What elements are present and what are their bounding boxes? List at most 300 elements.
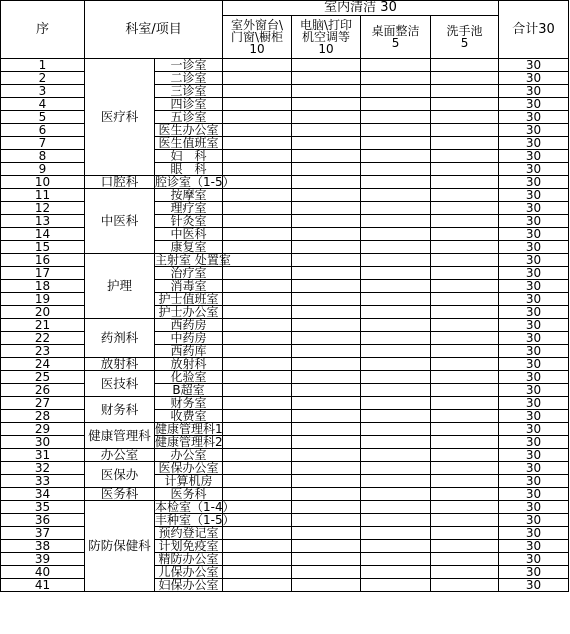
total-cell: 30 [499, 436, 569, 449]
seq-cell: 37 [1, 527, 85, 540]
score-cell[interactable] [223, 332, 292, 345]
seq-cell: 33 [1, 475, 85, 488]
table-row [1, 59, 569, 72]
seq-cell: 21 [1, 319, 85, 332]
score-cell[interactable] [431, 501, 499, 514]
score-cell[interactable] [223, 189, 292, 202]
score-cell[interactable] [431, 59, 499, 72]
score-cell[interactable] [361, 150, 431, 163]
total-cell: 30 [499, 332, 569, 345]
score-cell[interactable] [431, 72, 499, 85]
total-cell: 30 [499, 176, 569, 189]
score-cell[interactable] [292, 410, 361, 423]
seq-cell: 24 [1, 358, 85, 371]
score-cell[interactable] [223, 267, 292, 280]
total-cell: 30 [499, 501, 569, 514]
total-cell: 30 [499, 202, 569, 215]
seq-cell: 32 [1, 462, 85, 475]
score-cell[interactable] [292, 345, 361, 358]
score-cell[interactable] [292, 436, 361, 449]
item-cell: 健康管理科2 [155, 435, 223, 449]
score-cell[interactable] [292, 267, 361, 280]
seq-cell: 30 [1, 436, 85, 449]
subheader-line: 室外窗台\ [230, 18, 284, 32]
score-cell[interactable] [292, 553, 361, 566]
score-cell[interactable] [361, 189, 431, 202]
score-cell[interactable] [223, 254, 292, 267]
score-cell[interactable] [292, 98, 361, 111]
score-cell[interactable] [292, 215, 361, 228]
seq-cell: 6 [1, 124, 85, 137]
score-cell[interactable] [431, 280, 499, 293]
total-cell: 30 [499, 358, 569, 371]
score-cell[interactable] [223, 527, 292, 540]
score-cell[interactable] [223, 475, 292, 488]
score-cell[interactable] [292, 540, 361, 553]
score-cell[interactable] [292, 462, 361, 475]
score-cell[interactable] [431, 358, 499, 371]
score-cell[interactable] [431, 111, 499, 124]
score-cell[interactable] [431, 332, 499, 345]
score-cell[interactable] [292, 501, 361, 514]
score-cell[interactable] [292, 566, 361, 579]
item-cell: 本检室（1-4） [155, 500, 235, 514]
score-cell[interactable] [292, 423, 361, 436]
subheader-washbasin [431, 16, 499, 59]
total-cell: 30 [499, 462, 569, 475]
item-cell: 医务科 [155, 488, 223, 501]
total-cell: 30 [499, 254, 569, 267]
score-cell[interactable] [431, 306, 499, 319]
score-cell[interactable] [431, 98, 499, 111]
table-row [1, 371, 569, 384]
score-cell[interactable] [361, 423, 431, 436]
item-cell: 护士值班室 [155, 293, 223, 306]
total-cell: 30 [499, 293, 569, 306]
item-cell: 四诊室 [155, 98, 223, 111]
score-cell[interactable] [431, 540, 499, 553]
score-cell[interactable] [223, 293, 292, 306]
score-cell[interactable] [361, 332, 431, 345]
subheader-desk-tidiness [361, 16, 431, 59]
total-cell: 30 [499, 189, 569, 202]
score-cell[interactable] [431, 488, 499, 501]
seq-cell: 17 [1, 267, 85, 280]
score-cell[interactable] [292, 397, 361, 410]
score-cell[interactable] [223, 345, 292, 358]
score-cell[interactable] [431, 215, 499, 228]
score-cell[interactable] [361, 124, 431, 137]
total-cell: 30 [499, 150, 569, 163]
score-cell[interactable] [361, 345, 431, 358]
item-cell: 放射科 [155, 358, 223, 371]
score-cell[interactable] [361, 267, 431, 280]
score-cell[interactable] [431, 475, 499, 488]
score-cell[interactable] [361, 384, 431, 397]
total-cell: 30 [499, 475, 569, 488]
subheader-line: 5 [391, 36, 400, 50]
total-cell: 30 [499, 423, 569, 436]
score-cell[interactable] [292, 579, 361, 592]
score-cell[interactable] [431, 202, 499, 215]
total-cell: 30 [499, 514, 569, 527]
total-cell: 30 [499, 384, 569, 397]
subheader-line: 桌面整洁 [371, 24, 420, 38]
score-cell[interactable] [361, 319, 431, 332]
total-cell: 30 [499, 85, 569, 98]
score-cell[interactable] [431, 462, 499, 475]
score-cell[interactable] [431, 150, 499, 163]
score-cell[interactable] [223, 228, 292, 241]
item-cell: 治疗室 [155, 267, 223, 280]
dept-cell: 药剂科 [85, 319, 155, 358]
score-cell[interactable] [431, 384, 499, 397]
item-cell: 计算机房 [155, 475, 223, 488]
seq-cell: 23 [1, 345, 85, 358]
seq-cell: 38 [1, 540, 85, 553]
score-cell[interactable] [292, 72, 361, 85]
score-cell[interactable] [361, 215, 431, 228]
subheader-line: 5 [460, 36, 469, 50]
item-cell: 医保办公室 [155, 462, 223, 475]
score-cell[interactable] [431, 345, 499, 358]
score-cell[interactable] [292, 124, 361, 137]
score-cell[interactable] [361, 436, 431, 449]
score-cell[interactable] [431, 436, 499, 449]
score-cell[interactable] [292, 306, 361, 319]
table-row [1, 462, 569, 475]
score-cell[interactable] [361, 410, 431, 423]
score-cell[interactable] [361, 553, 431, 566]
score-cell[interactable] [361, 306, 431, 319]
item-cell: 主射室 处置室 [155, 253, 231, 267]
item-cell: 丰种室（1-5） [155, 513, 235, 527]
item-cell: 计划免疫室 [155, 540, 223, 553]
total-cell: 30 [499, 280, 569, 293]
item-cell: 西药库 [155, 345, 223, 358]
score-cell[interactable] [361, 228, 431, 241]
dept-cell: 医疗科 [85, 59, 155, 176]
score-cell[interactable] [431, 293, 499, 306]
score-cell[interactable] [223, 85, 292, 98]
score-cell[interactable] [223, 280, 292, 293]
score-cell[interactable] [361, 527, 431, 540]
total-cell: 30 [499, 111, 569, 124]
score-cell[interactable] [223, 449, 292, 462]
score-cell[interactable] [223, 150, 292, 163]
score-cell[interactable] [431, 124, 499, 137]
score-cell[interactable] [361, 176, 431, 189]
score-cell[interactable] [361, 59, 431, 72]
score-cell[interactable] [361, 397, 431, 410]
score-cell[interactable] [223, 306, 292, 319]
total-cell: 30 [499, 163, 569, 176]
item-cell: 二诊室 [155, 72, 223, 85]
score-cell[interactable] [431, 566, 499, 579]
score-cell[interactable] [223, 462, 292, 475]
total-cell: 30 [499, 566, 569, 579]
table-row [1, 501, 569, 514]
seq-cell: 8 [1, 150, 85, 163]
score-cell[interactable] [361, 475, 431, 488]
item-cell: 护士办公室 [155, 306, 223, 319]
score-cell[interactable] [223, 397, 292, 410]
total-cell: 30 [499, 59, 569, 72]
score-cell[interactable] [431, 241, 499, 254]
score-cell[interactable] [431, 267, 499, 280]
seq-cell: 3 [1, 85, 85, 98]
score-cell[interactable] [292, 111, 361, 124]
indoor-clean-header: 室内清洁 30 [223, 1, 499, 16]
score-cell[interactable] [431, 553, 499, 566]
score-cell[interactable] [223, 579, 292, 592]
total-cell: 30 [499, 319, 569, 332]
score-cell[interactable] [292, 228, 361, 241]
score-cell[interactable] [431, 371, 499, 384]
table-row [1, 397, 569, 410]
score-cell[interactable] [361, 163, 431, 176]
item-cell: 健康管理科1 [155, 422, 223, 436]
seq-cell: 4 [1, 98, 85, 111]
score-cell[interactable] [361, 137, 431, 150]
score-cell[interactable] [223, 423, 292, 436]
score-cell[interactable] [361, 371, 431, 384]
score-cell[interactable] [292, 59, 361, 72]
score-cell[interactable] [223, 72, 292, 85]
score-cell[interactable] [361, 449, 431, 462]
seq-cell: 13 [1, 215, 85, 228]
score-cell[interactable] [292, 319, 361, 332]
score-cell[interactable] [361, 358, 431, 371]
seq-cell: 12 [1, 202, 85, 215]
score-cell[interactable] [361, 514, 431, 527]
item-cell: 医生办公室 [155, 124, 223, 137]
score-cell[interactable] [292, 189, 361, 202]
subheader-line: 洗手池 [446, 24, 483, 38]
dept-cell: 中医科 [85, 189, 155, 254]
score-cell[interactable] [431, 85, 499, 98]
dept-cell: 健康管理科 [85, 423, 155, 449]
score-cell[interactable] [292, 85, 361, 98]
score-cell[interactable] [292, 280, 361, 293]
score-cell[interactable] [361, 280, 431, 293]
score-cell[interactable] [292, 202, 361, 215]
score-cell[interactable] [361, 72, 431, 85]
score-cell[interactable] [223, 436, 292, 449]
score-cell[interactable] [292, 163, 361, 176]
table-row [1, 254, 569, 267]
score-cell[interactable] [292, 332, 361, 345]
score-cell[interactable] [292, 514, 361, 527]
score-cell[interactable] [223, 410, 292, 423]
item-cell: 眼 科 [155, 163, 223, 176]
score-cell[interactable] [223, 111, 292, 124]
score-cell[interactable] [361, 111, 431, 124]
score-cell[interactable] [292, 176, 361, 189]
item-cell: 中医科 [155, 228, 223, 241]
subheader-line: 电脑\打印 [299, 18, 353, 32]
score-cell[interactable] [361, 540, 431, 553]
score-cell[interactable] [292, 488, 361, 501]
seq-cell: 26 [1, 384, 85, 397]
table-row [1, 176, 569, 189]
score-cell[interactable] [223, 124, 292, 137]
dept-cell: 办公室 [85, 449, 155, 462]
seq-cell: 19 [1, 293, 85, 306]
score-cell[interactable] [431, 579, 499, 592]
score-cell[interactable] [292, 150, 361, 163]
subheader-computer-printer-ac [292, 16, 361, 59]
score-cell[interactable] [223, 163, 292, 176]
score-cell[interactable] [361, 98, 431, 111]
score-cell[interactable] [431, 397, 499, 410]
seq-cell: 28 [1, 410, 85, 423]
score-cell[interactable] [431, 449, 499, 462]
total-cell: 30 [499, 98, 569, 111]
score-cell[interactable] [361, 202, 431, 215]
score-cell[interactable] [361, 293, 431, 306]
subheader-line: 门窗\橱柜 [230, 30, 284, 44]
table-row [1, 358, 569, 371]
score-cell[interactable] [431, 410, 499, 423]
score-cell[interactable] [361, 566, 431, 579]
item-cell: 化验室 [155, 371, 223, 384]
score-cell[interactable] [223, 98, 292, 111]
score-cell[interactable] [361, 241, 431, 254]
table-row [1, 488, 569, 501]
score-cell[interactable] [292, 371, 361, 384]
dept-cell: 财务科 [85, 397, 155, 423]
subheader-line: 10 [249, 42, 265, 56]
score-cell[interactable] [361, 85, 431, 98]
item-cell: 针灸室 [155, 215, 223, 228]
score-cell[interactable] [223, 358, 292, 371]
dept-cell: 放射科 [85, 358, 155, 371]
score-cell[interactable] [361, 579, 431, 592]
item-cell: 按摩室 [155, 189, 223, 202]
total-cell: 30 [499, 488, 569, 501]
total-cell: 30 [499, 579, 569, 592]
score-cell[interactable] [431, 137, 499, 150]
item-cell: 三诊室 [155, 85, 223, 98]
total-cell: 30 [499, 241, 569, 254]
score-cell[interactable] [431, 163, 499, 176]
score-cell[interactable] [292, 254, 361, 267]
score-cell[interactable] [223, 553, 292, 566]
item-cell: 收费室 [155, 410, 223, 423]
score-cell[interactable] [361, 254, 431, 267]
total-cell: 30 [499, 371, 569, 384]
dept-cell: 护理 [85, 254, 155, 319]
score-cell[interactable] [431, 319, 499, 332]
score-cell[interactable] [292, 527, 361, 540]
score-cell[interactable] [361, 488, 431, 501]
score-cell[interactable] [361, 462, 431, 475]
score-cell[interactable] [431, 514, 499, 527]
table-row [1, 423, 569, 436]
total-cell: 30 [499, 410, 569, 423]
total-cell: 30 [499, 215, 569, 228]
subheader-line: 机空调等 [302, 30, 351, 44]
score-cell[interactable] [292, 475, 361, 488]
seq-cell: 16 [1, 254, 85, 267]
dept-cell: 防防保健科 [85, 501, 155, 592]
seq-header: 序 [1, 1, 85, 59]
score-cell[interactable] [223, 540, 292, 553]
table-row [1, 449, 569, 462]
total-cell: 30 [499, 527, 569, 540]
dept-cell: 口腔科 [85, 176, 155, 189]
score-cell[interactable] [431, 423, 499, 436]
seq-cell: 20 [1, 306, 85, 319]
seq-cell: 31 [1, 449, 85, 462]
score-cell[interactable] [223, 241, 292, 254]
score-cell[interactable] [431, 527, 499, 540]
seq-cell: 39 [1, 553, 85, 566]
score-cell[interactable] [431, 189, 499, 202]
score-cell[interactable] [292, 293, 361, 306]
total-cell: 30 [499, 72, 569, 85]
total-cell: 30 [499, 137, 569, 150]
score-cell[interactable] [223, 202, 292, 215]
item-cell: B超室 [155, 384, 223, 397]
item-cell: 医生值班室 [155, 137, 223, 150]
total-header: 合计30 [499, 1, 569, 59]
score-cell[interactable] [292, 241, 361, 254]
score-cell[interactable] [223, 215, 292, 228]
item-cell: 五诊室 [155, 111, 223, 124]
seq-cell: 35 [1, 501, 85, 514]
seq-cell: 5 [1, 111, 85, 124]
score-cell[interactable] [223, 59, 292, 72]
total-cell: 30 [499, 540, 569, 553]
subheader-line: 10 [318, 42, 334, 56]
score-cell[interactable] [223, 319, 292, 332]
score-cell[interactable] [223, 566, 292, 579]
seq-cell: 14 [1, 228, 85, 241]
seq-cell: 15 [1, 241, 85, 254]
item-cell: 西药房 [155, 319, 223, 332]
seq-cell: 1 [1, 59, 85, 72]
score-cell[interactable] [223, 371, 292, 384]
score-cell[interactable] [431, 254, 499, 267]
dept-cell: 医保办 [85, 462, 155, 488]
seq-cell: 11 [1, 189, 85, 202]
total-cell: 30 [499, 267, 569, 280]
score-cell[interactable] [223, 488, 292, 501]
table-row [1, 189, 569, 202]
dept-item-header: 科室/项目 [85, 1, 223, 59]
item-cell: 中药房 [155, 332, 223, 345]
score-cell[interactable] [431, 228, 499, 241]
item-cell: 精防办公室 [155, 553, 223, 566]
item-cell: 康复室 [155, 241, 223, 254]
score-cell[interactable] [292, 449, 361, 462]
total-cell: 30 [499, 306, 569, 319]
score-cell[interactable] [292, 137, 361, 150]
score-cell[interactable] [292, 358, 361, 371]
item-cell: 消毒室 [155, 280, 223, 293]
dept-cell: 医务科 [85, 488, 155, 501]
score-cell[interactable] [292, 384, 361, 397]
score-cell[interactable] [223, 137, 292, 150]
total-cell: 30 [499, 124, 569, 137]
item-cell: 儿保办公室 [155, 566, 223, 579]
score-cell[interactable] [361, 501, 431, 514]
score-cell[interactable] [431, 176, 499, 189]
dept-cell: 医技科 [85, 371, 155, 397]
score-cell[interactable] [223, 384, 292, 397]
